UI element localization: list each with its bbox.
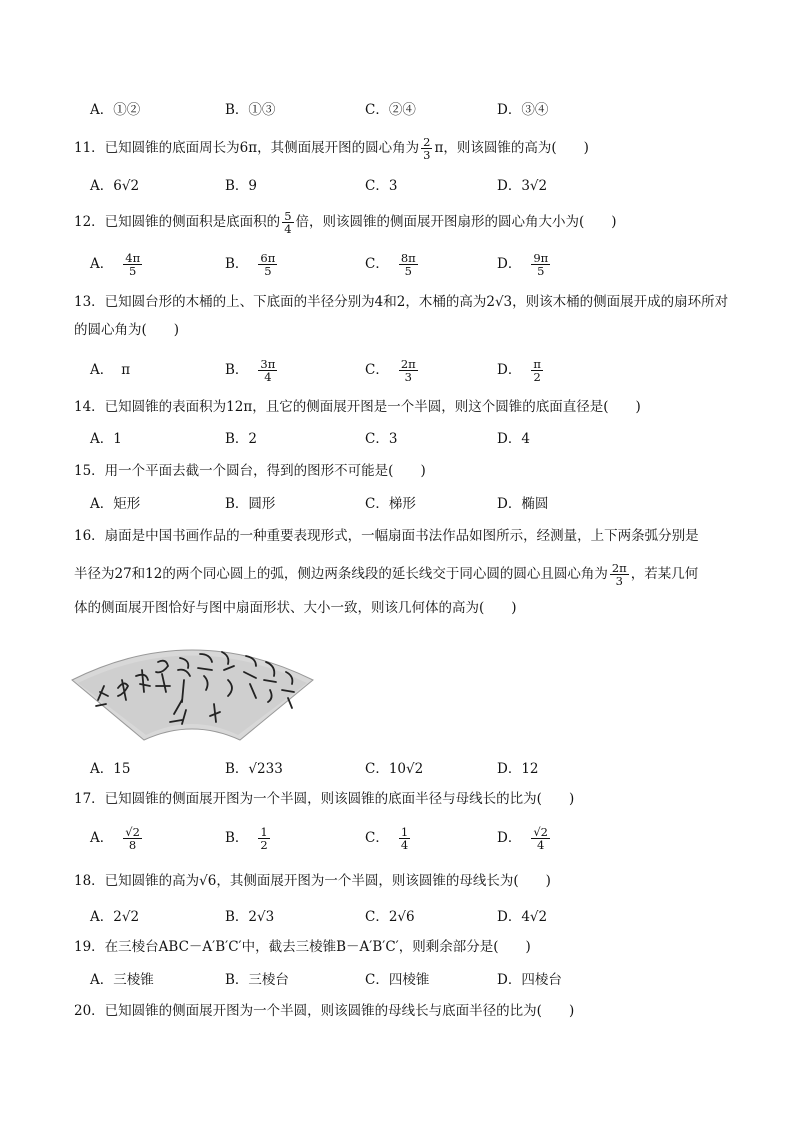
- q12-option-a-fraction: [123, 252, 142, 277]
- q13-stem: 13．已知圆台形的木桶的上、下底面的半径分别为4和2，木桶的高为2√3，则该木桶的侧面展开成的扇环所对的圆心角为( ): [74, 294, 729, 338]
- q11-frac-den: 3: [423, 148, 431, 162]
- q12-option-d-label: D．: [497, 256, 522, 272]
- q12-stem: [74, 210, 734, 235]
- q10-option-c: C．②④: [365, 102, 416, 118]
- q11-option-a: A．6√2: [90, 178, 140, 194]
- q10-options: [90, 98, 710, 122]
- q19-option-c: C．四棱锥: [365, 972, 430, 988]
- q17-option-b-fraction: [258, 826, 269, 851]
- q12-option-b-num: 6π: [260, 251, 276, 265]
- q17-option-b: [225, 826, 272, 851]
- q12-frac-den: 4: [284, 222, 292, 236]
- q14-stem: 14．已知圆锥的表面积为12π，且它的侧面展开图是一个半圆，则这个圆锥的底面直径是( ): [74, 399, 641, 415]
- q13-option-d-den: 2: [533, 370, 541, 384]
- fan-calligraphy-image: [70, 640, 315, 745]
- q11-option-c: C．3: [365, 178, 398, 194]
- q16-option-c: C．10√2: [365, 761, 424, 777]
- q13-option-d-num: π: [533, 357, 541, 371]
- q11-options: [90, 174, 710, 198]
- q11-option-b: B．9: [225, 178, 258, 194]
- q17-option-d: [497, 826, 552, 851]
- q18-option-d: D．4√2: [497, 909, 548, 925]
- q13-option-d-fraction: [531, 358, 543, 383]
- q18-option-c: C．2√6: [365, 909, 415, 925]
- q17-stem: 17．已知圆锥的侧面展开图为一个半圆，则该圆锥的底面半径与母线长的比为( ): [74, 791, 575, 807]
- q11-option-d: D．3√2: [497, 178, 548, 194]
- q12-option-a-label: A．: [90, 256, 114, 272]
- q12-option-b: [225, 252, 279, 277]
- q11-frac-num: 2: [423, 135, 431, 149]
- q12-option-c-fraction: [399, 252, 418, 277]
- q17-option-b-num: 1: [260, 825, 268, 839]
- q17-option-a: [90, 826, 144, 851]
- q16-frac-den: 3: [615, 574, 623, 588]
- q17-option-a-fraction: [123, 826, 142, 851]
- q15-option-a: A．矩形: [90, 496, 141, 512]
- q17-option-c-label: C．: [365, 830, 389, 846]
- q16-fraction: [610, 562, 629, 587]
- q12-option-c-den: 5: [404, 264, 412, 278]
- q17-options: [90, 826, 710, 850]
- q16-frac-num: 2π: [611, 561, 627, 575]
- q13-option-c: [365, 358, 420, 383]
- q16-text-a: 半径为27和12的两个同心圆上的弧，侧边两条线段的延长线交于同心圆的圆心且圆心角为: [74, 566, 608, 582]
- q17-option-b-den: 2: [260, 838, 268, 852]
- q12-option-b-den: 5: [264, 264, 272, 278]
- q18-option-a: A．2√2: [90, 909, 140, 925]
- q17-option-c: [365, 826, 412, 851]
- q10-option-d: D．③④: [497, 102, 549, 118]
- q15-options: [90, 492, 710, 516]
- q16-line-2: [74, 562, 734, 587]
- q16-option-b: B．√233: [225, 761, 283, 777]
- q16-option-a: A．15: [90, 761, 131, 777]
- q12-fraction: [282, 210, 293, 235]
- q14-option-a: A．1: [90, 431, 122, 447]
- q12-option-d: [497, 252, 552, 277]
- q13-option-a-value: π: [121, 362, 131, 378]
- q13-option-a-label: A．: [90, 362, 114, 378]
- q16-options: [90, 757, 710, 781]
- q13-options: [90, 358, 710, 382]
- q17-option-a-den: 8: [128, 838, 137, 852]
- q15-option-d: D．椭圆: [497, 496, 549, 512]
- q19-option-b: B．三棱台: [225, 972, 289, 988]
- q19-option-a: A．三棱锥: [90, 972, 154, 988]
- q14-option-d: D．4: [497, 431, 530, 447]
- q12-option-d-num: 9π: [533, 251, 549, 265]
- q12-option-b-label: B．: [225, 256, 249, 272]
- q13-option-b-num: 3π: [260, 357, 276, 371]
- q13-option-d-label: D．: [497, 362, 522, 378]
- q17-option-d-label: D．: [497, 830, 522, 846]
- q12-options: [90, 252, 710, 276]
- q12-frac-num: 5: [284, 209, 292, 223]
- q17-option-d-den: 4: [536, 838, 545, 852]
- q12-option-d-fraction: [531, 252, 550, 277]
- q17-option-d-num: √2: [533, 825, 548, 839]
- q13-option-b-fraction: [258, 358, 277, 383]
- q10-option-a: A．①②: [90, 102, 141, 118]
- q12-option-a-den: 5: [129, 264, 137, 278]
- q11-text-b: π，则该圆锥的高为( ): [434, 140, 589, 156]
- q19-option-d: D．四棱台: [497, 972, 562, 988]
- q17-option-c-den: 4: [400, 838, 409, 852]
- q19-stem: 19．在三棱台ABC－A′B′C′中，截去三棱锥B－A′B′C′，则剩余部分是( ): [74, 939, 531, 955]
- q18-stem: 18．已知圆锥的高为√6，其侧面展开图为一个半圆，则该圆锥的母线长为( ): [74, 873, 551, 889]
- q12-option-b-fraction: [258, 252, 277, 277]
- q13-option-a: [90, 358, 130, 382]
- q19-options: [90, 968, 710, 992]
- q17-option-a-num: √2: [125, 825, 140, 839]
- q10-option-b: B．①③: [225, 102, 276, 118]
- q12-option-c: [365, 252, 420, 277]
- q12-text-b: 倍，则该圆锥的侧面展开图扇形的圆心角大小为( ): [295, 214, 617, 230]
- q16-line-1: 16．扇面是中国书画作品的一种重要表现形式，一幅扇面书法作品如图所示，经测量，上下两条弧分别是: [74, 528, 699, 544]
- q15-option-c: C．梯形: [365, 496, 416, 512]
- q16-text-b: ，若某几何: [630, 566, 699, 582]
- q13-option-b-den: 4: [264, 370, 272, 384]
- q13-option-b-label: B．: [225, 362, 249, 378]
- q13-option-c-den: 3: [404, 370, 412, 384]
- q16-option-d: D．12: [497, 761, 539, 777]
- q11-stem: [74, 136, 734, 161]
- q14-option-c: C．3: [365, 431, 398, 447]
- q17-option-b-label: B．: [225, 830, 249, 846]
- q13-option-c-num: 2π: [400, 357, 416, 371]
- q12-option-a: [90, 252, 144, 277]
- q13-option-b: [225, 358, 279, 383]
- q11-fraction: [421, 136, 432, 161]
- q12-option-c-label: C．: [365, 256, 389, 272]
- q15-stem: 15．用一个平面去截一个圆台，得到的图形不可能是( ): [74, 463, 426, 479]
- q17-option-d-fraction: [531, 826, 550, 851]
- q15-option-b: B．圆形: [225, 496, 276, 512]
- q20-stem: 20．已知圆锥的侧面展开图为一个半圆，则该圆锥的母线长与底面半径的比为( ): [74, 1003, 575, 1019]
- q12-text-a: 12．已知圆锥的侧面积是底面积的: [74, 214, 281, 230]
- q18-option-b: B．2√3: [225, 909, 275, 925]
- q13-option-c-fraction: [399, 358, 418, 383]
- q14-options: [90, 427, 710, 451]
- q12-option-a-num: 4π: [125, 251, 141, 265]
- q17-option-c-fraction: [399, 826, 410, 851]
- q17-option-c-num: 1: [400, 825, 409, 839]
- q13-option-d: [497, 358, 545, 383]
- q14-option-b: B．2: [225, 431, 258, 447]
- q11-text-a: 11．已知圆锥的底面周长为6π，其侧面展开图的圆心角为: [74, 140, 420, 156]
- q18-options: [90, 905, 710, 929]
- q12-option-d-den: 5: [537, 264, 545, 278]
- q17-option-a-label: A．: [90, 830, 114, 846]
- q13-option-c-label: C．: [365, 362, 389, 378]
- q12-option-c-num: 8π: [400, 251, 416, 265]
- q16-line-3: 体的侧面展开图恰好与图中扇面形状、大小一致，则该几何体的高为( ): [74, 600, 517, 616]
